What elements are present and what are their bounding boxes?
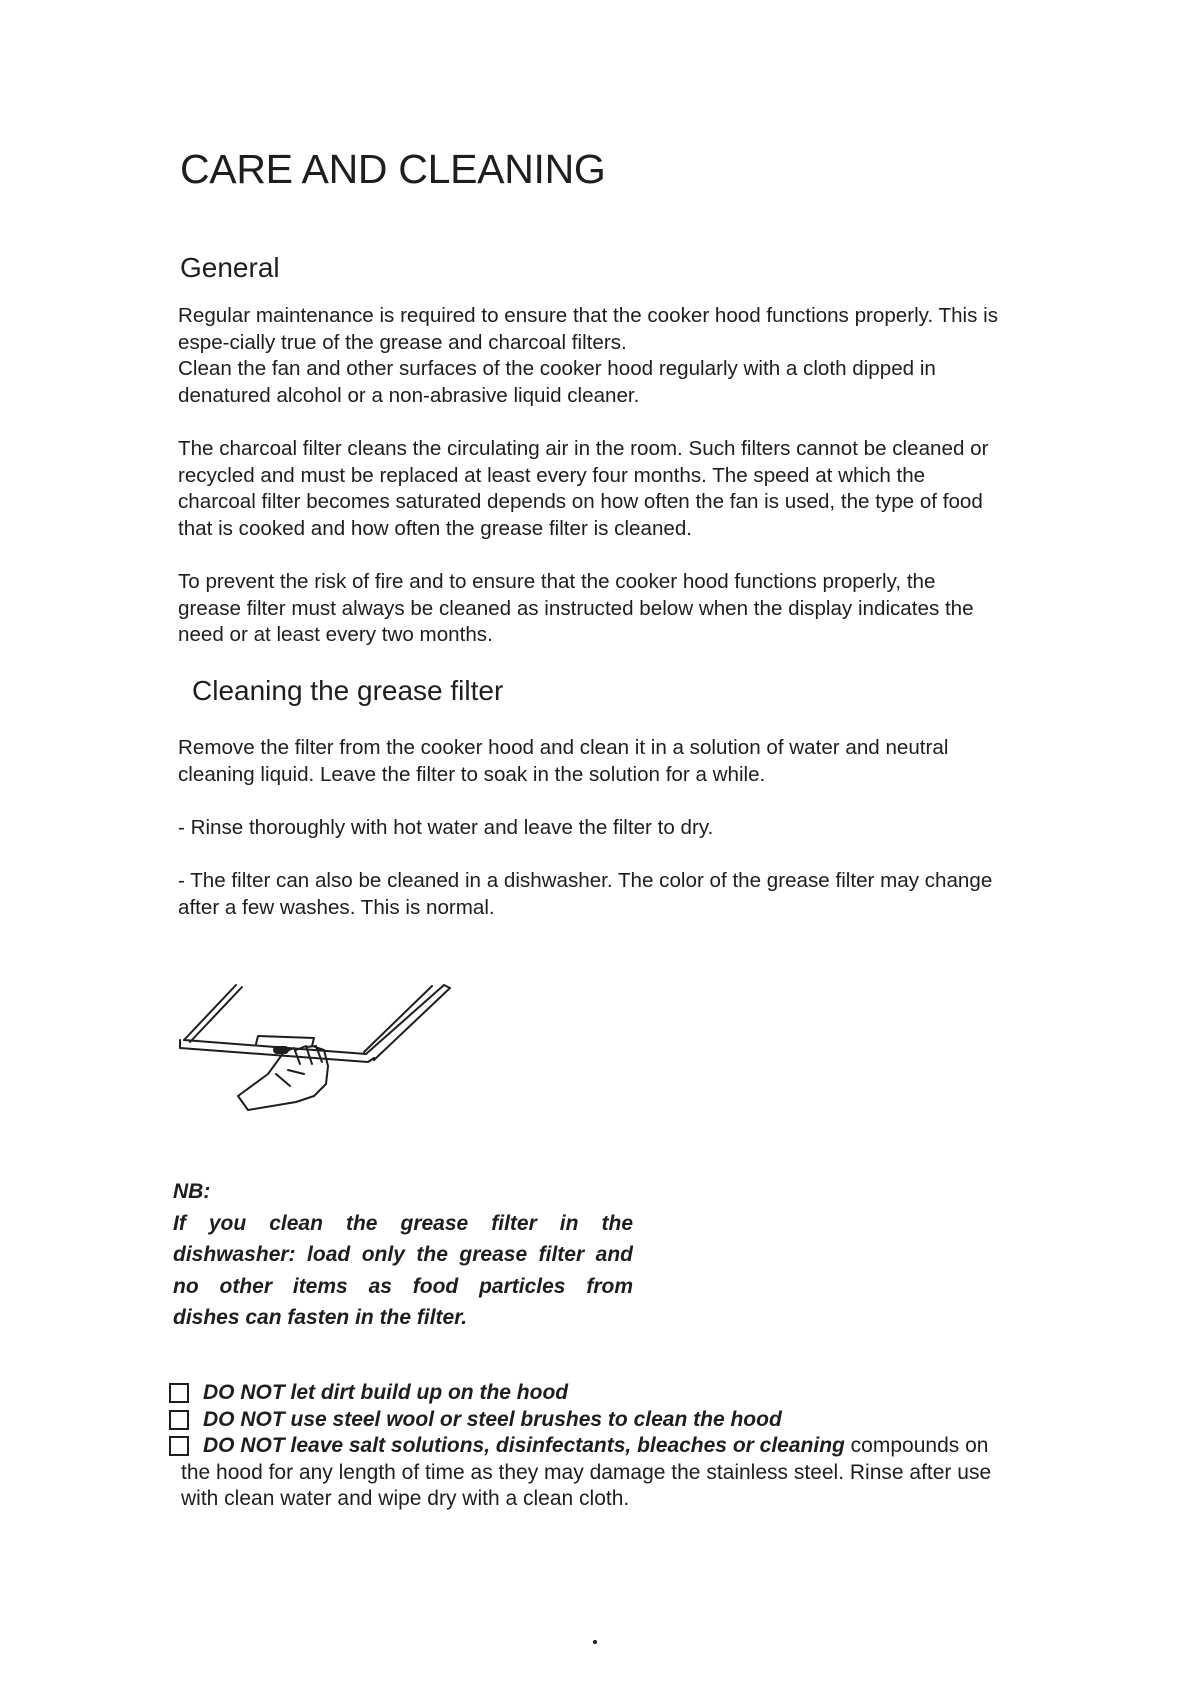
section-heading-grease-filter: Cleaning the grease filter [192,675,504,706]
warning-text: DO NOT let dirt build up on the hood [203,1381,569,1404]
warning-item [169,1380,1049,1407]
text-line: Clean the fan and other surfaces of the cooker hood regularly with a cloth dipped in [178,357,936,380]
text-line: cleaning liquid. Leave the filter to soak in the solution for a while. [178,762,766,786]
text-line: grease filter must always be cleaned as instructed below when the display indicates the [178,596,974,620]
nb-note [173,1176,633,1334]
warning-text: DO NOT leave salt solutions, disinfectants, bleaches or cleaning [203,1434,845,1457]
nb-line: dishwasher: load only the grease filter and [173,1243,633,1266]
warnings-checklist [169,1380,1049,1513]
nb-line: dishes can fasten in the filter. [173,1306,468,1329]
text-line: Regular maintenance is required to ensure that the cooker hood functions properly. This is [178,304,999,327]
checkbox-icon [169,1436,189,1456]
text-line: denatured alcohol or a non-abrasive liquid cleaner. [178,383,640,407]
text-line: Remove the filter from the cooker hood and clean it in a solution of water and neutral [178,736,949,759]
text-line: To prevent the risk of fire and to ensure that the cooker hood functions properly, the [178,570,936,593]
text-line: after a few washes. This is normal. [178,895,495,919]
page-footer-dot [593,1640,597,1644]
filter-handle-latch [256,1036,314,1053]
grease-filter-panel-outline [180,985,450,1062]
nb-line: If you clean the grease filter in the [173,1211,633,1235]
general-paragraph-fire-risk [178,569,1058,649]
warning-text-regular: compounds on [844,1434,989,1457]
nb-line: no other items as food particles from [173,1274,633,1298]
text-line: that is cooked and how often the grease filter is cleaned. [178,516,693,540]
nb-label: NB: [173,1180,211,1203]
page-title: CARE AND CLEANING [180,146,606,192]
text-line: need or at least every two months. [178,623,493,646]
text-line: The charcoal filter cleans the circulating air in the room. Such filters cannot be cleaned or [178,437,989,460]
text-line: recycled and must be replaced at least every four months. The speed at which the [178,463,926,487]
warning-text: DO NOT use steel wool or steel brushes to clean the hood [203,1407,782,1431]
text-line: espe-cially true of the grease and charcoal filters. [178,330,627,354]
grease-filter-rinse-step: - Rinse thoroughly with hot water and leave the filter to dry. [178,816,714,839]
checkbox-icon [169,1410,189,1430]
grease-filter-dishwasher-step [178,868,1058,921]
grease-filter-paragraph-remove [178,735,1058,788]
grease-filter-removal-illustration [178,980,458,1130]
general-paragraph-charcoal-filter [178,436,1058,542]
warning-item [169,1433,1049,1460]
text-line: - The filter can also be cleaned in a dishwasher. The color of the grease filter may change [178,869,993,892]
text-line: charcoal filter becomes saturated depends on how often the fan is used, the type of food [178,490,983,513]
warning-item [169,1407,1049,1434]
warning-continuation-line: the hood for any length of time as they may damage the stainless steel. Rinse after use [181,1460,992,1484]
section-heading-general: General [180,252,280,283]
warning-continuation-line: with clean water and wipe dry with a clean cloth. [181,1487,630,1510]
checkbox-icon [169,1383,189,1403]
general-paragraph-maintenance [178,303,1058,409]
